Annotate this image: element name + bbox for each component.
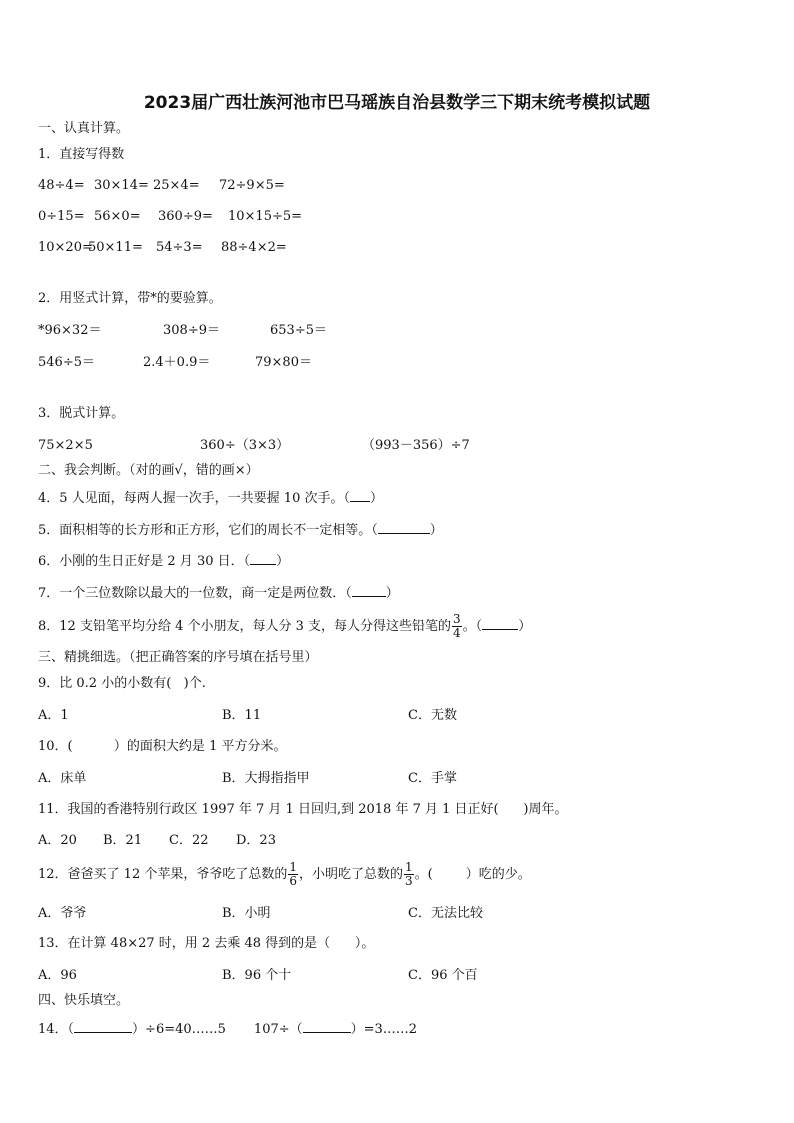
q1-item: 54÷3=	[156, 240, 203, 255]
q11-text: 11．我国的香港特别行政区 1997 年 7 月 1 日回归,到 2018 年 7 月 1 日正好( )周年。	[38, 802, 568, 817]
q12-mid: ，小明吃了总数的	[299, 867, 404, 882]
q5-close: ）	[429, 523, 443, 538]
q3-title: 3．脱式计算。	[38, 406, 125, 421]
option-a[interactable]: A．爷爷	[38, 906, 87, 921]
q1-item: 88÷4×2=	[221, 240, 287, 255]
q2-item: 308÷9＝	[163, 323, 220, 338]
q1-item: 48÷4=	[38, 178, 85, 193]
fraction-numerator: 1	[289, 860, 297, 874]
option-b[interactable]: B．大拇指指甲	[222, 771, 310, 786]
q5-text: 5．面积相等的长方形和正方形，它们的周长不一定相等。（	[38, 523, 378, 538]
q1-item: 56×0=	[94, 209, 141, 224]
section-2-heading: 二、我会判断。（对的画√，错的画×）	[38, 463, 259, 478]
fraction-denominator: 3	[405, 874, 413, 888]
fraction-numerator: 1	[405, 860, 413, 874]
fraction-denominator: 4	[453, 626, 461, 640]
q14-line	[38, 1020, 417, 1038]
fraction-numerator: 3	[453, 612, 461, 626]
q12-line	[38, 859, 531, 891]
section-3-heading: 三、精挑细选。（把正确答案的序号填在括号里）	[38, 650, 318, 665]
q4-line	[38, 489, 383, 507]
option-b[interactable]: B．21	[103, 833, 143, 848]
page-title: 2023届广西壮族河池市巴马瑶族自治县数学三下期末统考模拟试题	[143, 93, 651, 113]
q1-item: 30×14=	[94, 178, 149, 193]
q12-text: 12．爸爸买了 12 个苹果，爷爷吃了总数的	[38, 867, 288, 882]
answer-blank[interactable]	[352, 584, 386, 597]
q2-item: 79×80＝	[255, 355, 312, 370]
option-c[interactable]: C．无法比较	[408, 906, 483, 921]
q14-text: ）=3……2	[350, 1022, 418, 1037]
q3-item: （993－356）÷7	[362, 438, 470, 453]
section-1-heading: 一、认真计算。	[38, 121, 130, 136]
option-c[interactable]: C．无数	[408, 708, 457, 723]
q3-item: 360÷（3×3）	[200, 438, 290, 453]
answer-blank[interactable]	[250, 552, 276, 565]
q7-line	[38, 584, 399, 602]
q1-item: 50×11=	[88, 240, 143, 255]
q12-end: 。( ）吃的少。	[414, 867, 531, 882]
q7-close: ）	[385, 586, 399, 601]
q14-text: 107÷（	[253, 1022, 303, 1037]
q2-title: 2．用竖式计算，带*的要验算。	[38, 291, 222, 306]
fraction-denominator: 6	[289, 874, 297, 888]
option-b[interactable]: B．96 个十	[222, 968, 292, 983]
option-a[interactable]: A．床单	[38, 771, 87, 786]
q9-text: 9．比 0.2 小的小数有( )个.	[38, 676, 206, 691]
q8-open: 。（	[462, 619, 483, 634]
option-a[interactable]: A．20	[38, 833, 77, 848]
fraction-one-sixth	[288, 861, 298, 888]
q3-item: 75×2×5	[38, 438, 93, 453]
section-4-heading: 四、快乐填空。	[38, 993, 130, 1008]
q7-text: 7．一个三位数除以最大的一位数，商一定是两位数．（	[38, 586, 352, 601]
option-c[interactable]: C．96 个百	[408, 968, 478, 983]
option-c[interactable]: C．22	[169, 833, 209, 848]
q14-text: ）÷6=40……5	[132, 1022, 226, 1037]
q13-text: 13．在计算 48×27 时，用 2 去乘 48 得到的是（ ）。	[38, 936, 375, 951]
q1-item: 72÷9×5=	[219, 178, 285, 193]
fraction-one-third	[404, 861, 414, 888]
q1-item: 360÷9=	[158, 209, 213, 224]
q4-close: ）	[369, 491, 383, 506]
answer-blank[interactable]	[378, 521, 430, 534]
q5-line	[38, 521, 443, 539]
option-b[interactable]: B．11	[222, 708, 262, 723]
q10-text: 10．( ）的面积大约是 1 平方分米。	[38, 739, 287, 754]
q14-text: 14．（	[38, 1022, 75, 1037]
q6-line	[38, 552, 289, 570]
q1-item: 0÷15=	[38, 209, 85, 224]
q2-item: 2.4＋0.9＝	[143, 355, 211, 370]
q1-item: 25×4=	[153, 178, 200, 193]
option-a[interactable]: A．96	[38, 968, 77, 983]
q4-text: 4．5 人见面，每两人握一次手，一共要握 10 次手。（	[38, 491, 350, 506]
option-a[interactable]: A．1	[38, 708, 69, 723]
answer-blank[interactable]	[482, 617, 518, 630]
answer-blank[interactable]	[350, 489, 370, 502]
q6-text: 6．小刚的生日正好是 2 月 30 日．（	[38, 554, 251, 569]
q8-close: ）	[518, 619, 532, 634]
option-c[interactable]: C．手掌	[408, 771, 457, 786]
answer-blank[interactable]	[303, 1020, 351, 1033]
q2-item: 546÷5＝	[38, 355, 95, 370]
q1-item: 10×15÷5=	[228, 209, 303, 224]
q2-item: 653÷5＝	[270, 323, 327, 338]
q2-item: *96×32＝	[38, 323, 102, 338]
q1-title: 1．直接写得数	[38, 147, 125, 162]
q8-text: 8．12 支铅笔平均分给 4 个小朋友，每人分 3 支，每人分得这些铅笔的	[38, 619, 452, 634]
answer-blank[interactable]	[74, 1020, 132, 1033]
fraction-three-quarters	[452, 613, 462, 640]
option-b[interactable]: B．小明	[222, 906, 271, 921]
option-d[interactable]: D．23	[236, 833, 276, 848]
q1-item: 10×20=	[38, 240, 93, 255]
q8-line	[38, 612, 531, 642]
q6-close: ）	[276, 554, 290, 569]
